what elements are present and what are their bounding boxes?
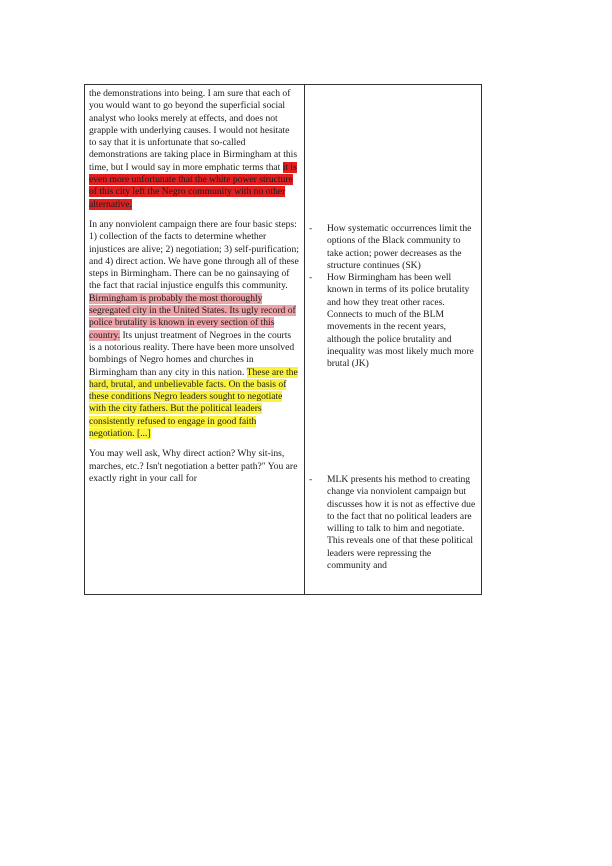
paragraph-3: You may well ask, Why direct action? Why sit-ins, marches, etc.? Isn't negotiation a better path?" You are exactly right in your call for: [89, 448, 298, 484]
list-dash: -: [309, 474, 313, 485]
note-group-1: [309, 223, 477, 371]
paragraph-2: [89, 219, 299, 440]
paragraph-1: [89, 88, 299, 211]
note-item: [309, 223, 477, 272]
list-dash: -: [309, 223, 313, 234]
notes-column: [305, 85, 481, 594]
paragraph-1-text: the demonstrations into being. I am sure that each of you would want to go beyond the superficial social analyst who looks merely at effects, and does not grapple with underlying causes. I would not hesitate to say that it is unfortunate that so-called demonstrations are taking place in Birmingham at this time, but I would say in more emphatic terms that: [89, 88, 298, 173]
note-group-2: [309, 474, 477, 572]
red-highlight: it is even more unfortunate that the white power structure of this city left the Negro community with no other alternative.: [89, 161, 297, 210]
paragraph-2-text-a: In any nonviolent campaign there are four basic steps: 1) collection of the facts to determine whether injustices are alive; 2) negotiation; 3) self-purification; and 4) direct action. We have gone through all of these steps in Birmingham. There can be no gainsaying of the fact that racial injustice engulfs this community.: [89, 218, 299, 292]
note-text: How Birmingham has been well known in terms of its police brutality and how they treat other races. Connects to much of the BLM movements in the recent years, although the police brutality and inequality was most likely much more brutal (JK): [327, 272, 474, 370]
note-text: How systematic occurrences limit the options of the Black community to take action; power decreases as the structure continues (SK): [327, 223, 472, 271]
note-item: [309, 272, 477, 370]
yellow-highlight: These are the hard, brutal, and unbelievable facts. On the basis of these conditions Negro leaders sought to negotiate with the city fathers. But the political leaders consistently refused to engage in good faith negotiation. [...]: [89, 366, 298, 440]
note-text: MLK presents his method to creating change via nonviolent campaign but discusses how it is not as effective due to the fact that no political leaders are willing to talk to him and negotiate. This reveals one of that these political leaders were repressing the community and: [327, 474, 476, 572]
list-dash: -: [309, 272, 313, 284]
note-item: [309, 474, 477, 572]
paragraph-2-text-b: Its unjust treatment of Negroes in the courts is a notorious reality. There have been more unsolved bombings of Negro homes and churches in Birmingham than any city in this nation.: [89, 329, 295, 378]
pink-highlight: Birmingham is probably the most thoroughly segregated city in the United States. Its ugly record of police brutality is known in every section of this country.: [89, 292, 296, 341]
annotation-table: [84, 84, 482, 595]
source-text-column: [85, 85, 305, 594]
